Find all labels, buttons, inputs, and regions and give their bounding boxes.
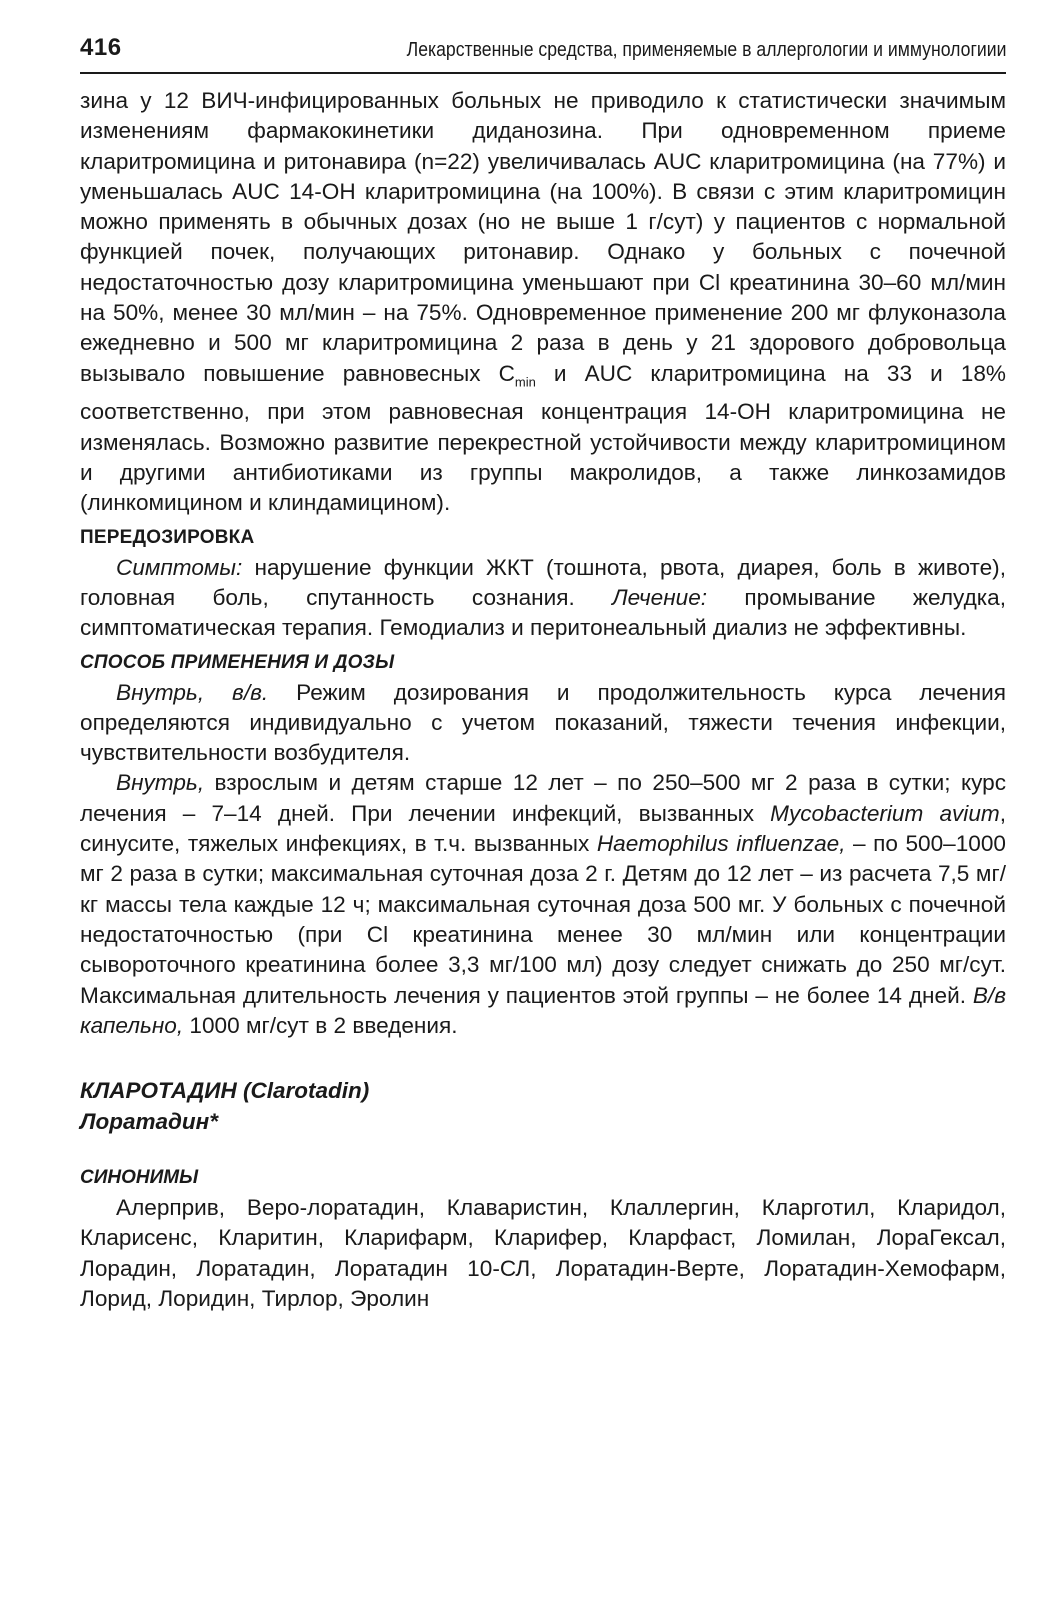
intro-subscript: min [514,374,536,390]
dosage-p2-text-c: – по 500–1000 мг 2 раза в сутки; максимальная суточная доза 2 г. Детям до 12 лет – из расчета 7,5 мг/кг массы тела каждые 12 ч; максимальная суточная доза 500 мг. У больных с почечной недостаточностью (при Cl креатинина менее 30 мл/мин или концентрации сывороточного креатинина более 3,3 мг/100 мл) дозу следует снижать до 250 мг/сут. Максимальная длительность лечения у пациентов этой группы – не более 14 дней. [80,831,1006,1008]
running-title: Лекарственные средства, применяемые в аллергологии и иммунологиии [406,38,1006,61]
overdose-symptoms-label: Симптомы: [116,554,243,580]
overdose-symptoms-text: нарушение функции ЖКТ (тошнота, рвота, диарея, боль в животе), головная боль, спутанность сознания. [80,554,1006,610]
intro-text-b: и AUC кларитромицина на 33 и 18% соответственно, при этом равновесная концентрация 14-OH кларитромицина не изменялась. Возможно развитие перекрестной устойчивости между кларитромицином и другими антибиотиками из группы макролидов, а также линкозамидов (линкомицином и клиндамицином). [80,360,1006,516]
running-header [80,30,1006,74]
intro-paragraph [80,86,1006,519]
intro-text-a: зина у 12 ВИЧ-инфицированных больных не приводило к статистически значимым изменениям фармакокинетики диданозина. При одновременном приеме кларитромицина и ритонавира (n=22) увеличивалась AUC кларитромицина (на 77%) и уменьшалась AUC 14-OH кларитромицина (на 100%). В связи с этим кларитромицин можно применять в обычных дозах (но не выше 1 г/сут) у пациентов с нормальной функцией почек, получающих ритонавир. Однако у больных с почечной недостаточностью дозу кларитромицина уменьшают при Cl креатинина 30–60 мл/мин на 50%, менее 30 мл/мин – на 75%. Одновременное применение 200 мг флуконазола ежедневно и 500 мг кларитромицина 2 раза в день у 21 здорового добровольца вызывало повышение равновесных C [80,88,1006,386]
synonyms-paragraph: Алерприв, Веро-лоратадин, Клаваристин, Клаллергин, Кларготил, Кларидол, Кларисенс, Кларитин, Кларифарм, Кларифер, Кларфаст, Ломилан, ЛораГексал, Лорадин, Лоратадин, Лоратадин 10-СЛ, Лоратадин-Верте, Лоратадин-Хемофарм, Лорид, Лоридин, Тирлор, Эролин [80,1195,1006,1312]
overdose-treatment-text: промывание желудка, симптоматическая терапия. Гемодиализ и перитонеальный диализ не эффективны. [80,584,1006,641]
dosage-p2-label: Внутрь, [116,770,205,796]
dosage-p2-text-d: 1000 мг/сут в 2 введения. [183,1012,458,1038]
dosage-p2-italic-a: Mycobacterium avium [770,800,1000,826]
dosage-p2-italic-b: Haemophilus influenzae, [596,831,846,857]
drug-subtitle: Лоратадин* [80,1109,218,1135]
dosage-p2-text-b: , синусите, тяжелых инфекциях, в т.ч. вызванных [80,800,1006,857]
dosage-p2-italic-c: В/в капельно, [80,982,1006,1038]
dosage-p1-label: Внутрь, в/в. [116,679,269,705]
dosage-p2-text-a: взрослым и детям старше 12 лет – по 250–500 мг 2 раза в сутки; курс лечения – 7–14 дней. При лечении инфекций, вызванных [80,770,1006,826]
drug-title: КЛАРОТАДИН (Clarotadin) [80,1078,370,1104]
overdose-treatment-label: Лечение: [612,584,708,610]
dosage-heading: СПОСОБ ПРИМЕНЕНИЯ И ДОЗЫ [80,651,395,673]
overdose-paragraph [80,553,1006,644]
document-page [80,30,1006,1314]
overdose-heading: ПЕРЕДОЗИРОВКА [80,526,255,548]
page-number: 416 [80,34,122,61]
dosage-paragraph-2 [80,768,1006,1041]
dosage-paragraph-1 [80,678,1006,769]
synonyms-heading: СИНОНИМЫ [80,1167,199,1189]
dosage-p1-text: Режим дозирования и продолжительность курса лечения определяются индивидуально с учетом показаний, тяжести течения инфекции, чувствительности возбудителя. [80,679,1006,766]
